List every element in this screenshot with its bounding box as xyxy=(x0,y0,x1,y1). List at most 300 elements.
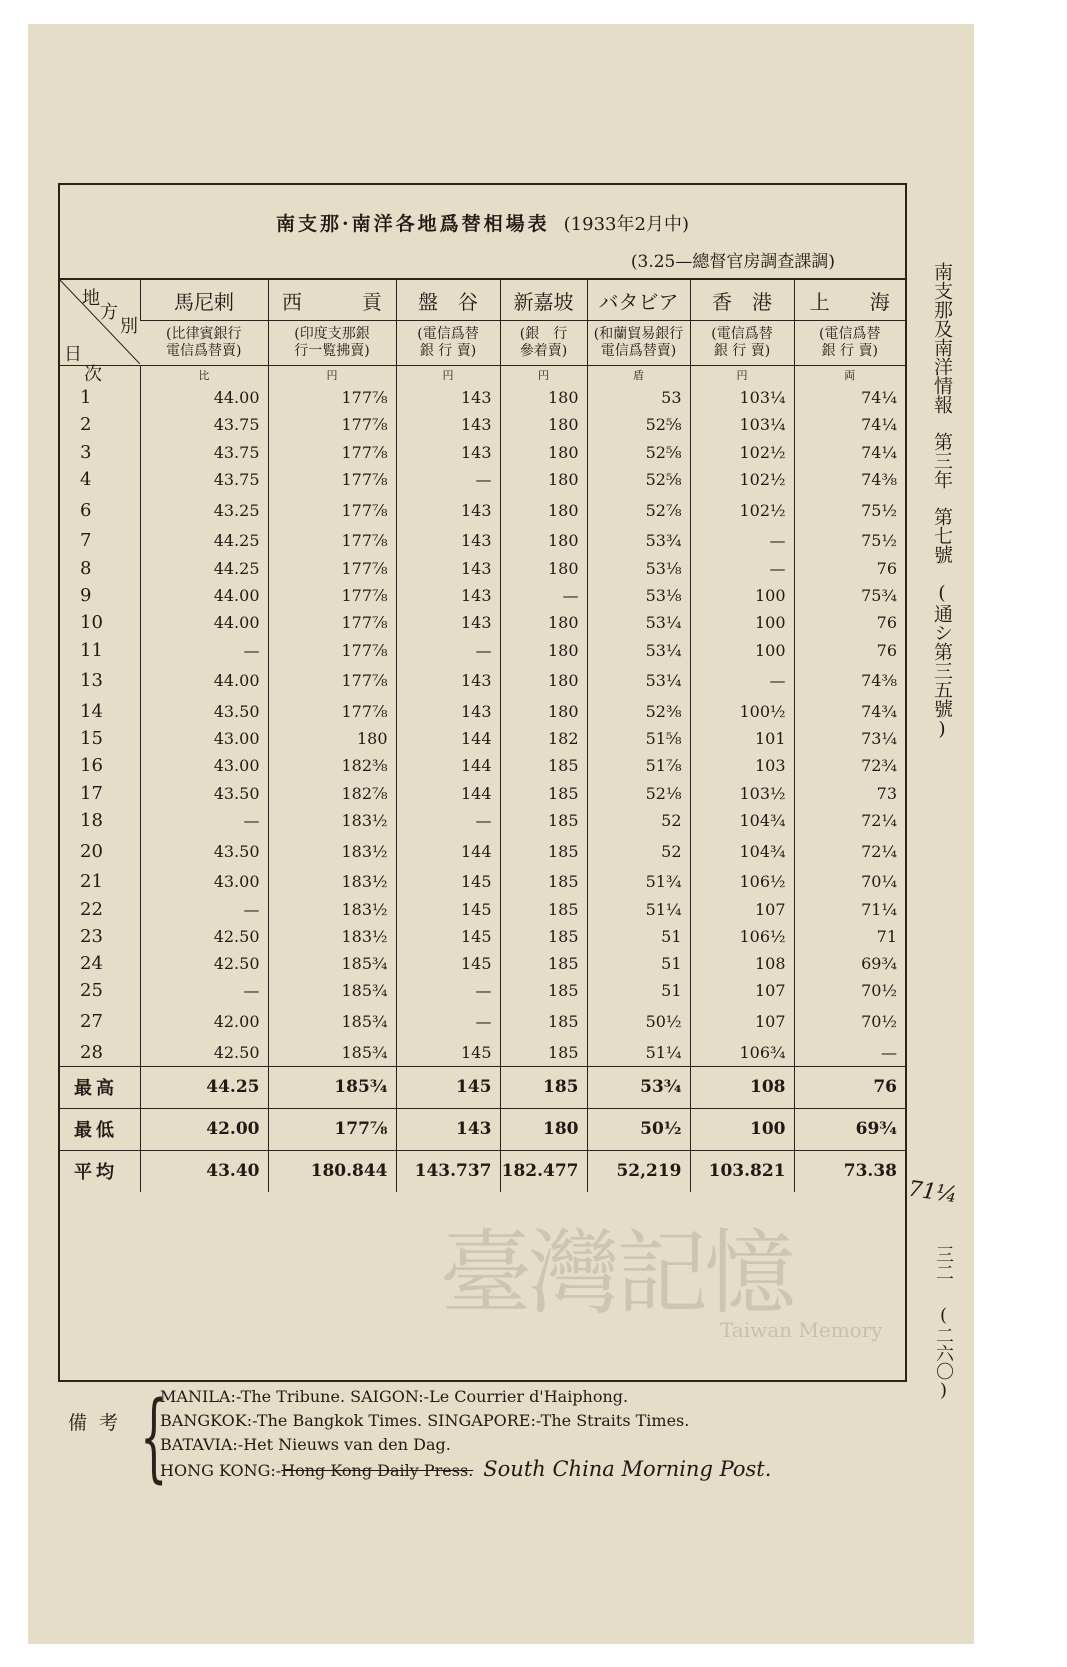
rate-cell: 72¾ xyxy=(794,752,905,779)
rate-cell: 52 xyxy=(587,807,690,834)
rate-cell: 76 xyxy=(794,636,905,663)
rate-cell: 180 xyxy=(500,636,587,663)
rate-cell: 43.00 xyxy=(140,752,268,779)
rate-cell: 72¼ xyxy=(794,807,905,834)
rate-cell: 100 xyxy=(690,582,794,609)
rate-cell: 74¼ xyxy=(794,439,905,466)
rate-cell: 182⅞ xyxy=(268,780,396,807)
volume: 第三年 xyxy=(931,432,953,489)
rate-cell: 103¼ xyxy=(690,384,794,411)
rate-cell: 51¾ xyxy=(587,868,690,895)
rate-cell: 185¾ xyxy=(268,950,396,977)
rate-cell: 143 xyxy=(396,439,500,466)
column-note-line: 參着賣) xyxy=(519,343,568,359)
column-note-line: (電信爲替 xyxy=(711,326,773,342)
rate-cell: 185 xyxy=(500,895,587,922)
summary-cell: 185 xyxy=(500,1066,587,1108)
unit-cell: 盾 xyxy=(587,366,690,385)
rate-cell: 43.50 xyxy=(140,834,268,868)
rate-cell: — xyxy=(396,807,500,834)
rate-cell: 53 xyxy=(587,384,690,411)
watermark-sub: Taiwan Memory xyxy=(720,1318,883,1342)
rate-cell: 143 xyxy=(396,664,500,698)
rate-cell: 180 xyxy=(500,664,587,698)
rate-cell: 182⅜ xyxy=(268,752,396,779)
rate-cell: 71¼ xyxy=(794,895,905,922)
table-row xyxy=(60,384,905,411)
struck-text: Hong Kong Daily Press. xyxy=(281,1461,474,1480)
rate-cell: 43.00 xyxy=(140,725,268,752)
rate-cell: 74¼ xyxy=(794,411,905,438)
column-header-place: 盤 谷 xyxy=(396,279,500,321)
rate-cell: 180 xyxy=(500,527,587,554)
day-cell: 25 xyxy=(80,980,103,1002)
column-note-line: (電信爲替 xyxy=(417,326,479,342)
page-number-inner: 三二 xyxy=(933,1245,954,1281)
summary-cell: 185¾ xyxy=(268,1066,396,1108)
rate-cell: 185 xyxy=(500,834,587,868)
column-note-line: (電信爲替 xyxy=(819,326,881,342)
rate-cell: 185 xyxy=(500,868,587,895)
rate-cell: 183½ xyxy=(268,834,396,868)
rate-cell: 177⅞ xyxy=(268,636,396,663)
rate-cell: 72¼ xyxy=(794,834,905,868)
summary-cell: 145 xyxy=(396,1066,500,1108)
table-title xyxy=(60,209,905,236)
rate-cell: 143 xyxy=(396,609,500,636)
rate-cell: 177⅞ xyxy=(268,439,396,466)
rate-cell: 144 xyxy=(396,780,500,807)
column-header-place: 馬尼剌 xyxy=(140,279,268,321)
rate-cell: 107 xyxy=(690,895,794,922)
day-cell: 7 xyxy=(80,530,92,552)
rate-cell: 145 xyxy=(396,868,500,895)
rate-cell: 177⅞ xyxy=(268,527,396,554)
summary-cell: 103.821 xyxy=(690,1150,794,1192)
series-title: 南支那及南洋情報 xyxy=(931,262,953,414)
unit-cell: 円 xyxy=(396,366,500,385)
column-header-place: 新嘉坡 xyxy=(500,279,587,321)
table-row xyxy=(60,1039,905,1067)
rate-cell: 143 xyxy=(396,582,500,609)
day-cell: 22 xyxy=(80,898,103,920)
rate-cell: 177⅞ xyxy=(268,582,396,609)
rate-cell: 75½ xyxy=(794,493,905,527)
summary-cell: 53¾ xyxy=(587,1066,690,1108)
rate-cell: 53¼ xyxy=(587,664,690,698)
rate-cell: — xyxy=(690,554,794,581)
summary-cell: 43.40 xyxy=(140,1150,268,1192)
column-header-note xyxy=(396,321,500,366)
rate-cell: 43.50 xyxy=(140,780,268,807)
rate-cell: 185 xyxy=(500,752,587,779)
column-note-line: 銀 行 賣) xyxy=(821,343,878,359)
table-row xyxy=(60,582,905,609)
rate-cell: 43.25 xyxy=(140,493,268,527)
column-header-note xyxy=(268,321,396,366)
rate-cell: 177⅞ xyxy=(268,698,396,725)
summary-cell: 177⅞ xyxy=(268,1108,396,1150)
table-row xyxy=(60,698,905,725)
table-row xyxy=(60,868,905,895)
rate-cell: 51 xyxy=(587,977,690,1004)
rate-cell: 177⅞ xyxy=(268,493,396,527)
rate-cell: 42.50 xyxy=(140,923,268,950)
column-note-line: (銀 行 xyxy=(519,326,568,342)
rate-cell: — xyxy=(140,807,268,834)
rate-cell: 180 xyxy=(500,439,587,466)
rate-cell: — xyxy=(690,664,794,698)
rate-cell: 51⅝ xyxy=(587,725,690,752)
rate-cell: 177⅞ xyxy=(268,554,396,581)
rate-cell: 177⅞ xyxy=(268,664,396,698)
day-cell: 18 xyxy=(80,810,103,831)
day-cell: 1 xyxy=(80,387,92,409)
rate-cell: 183½ xyxy=(268,807,396,834)
unit-cell: 円 xyxy=(268,366,396,385)
rate-cell: 100 xyxy=(690,609,794,636)
column-header-note xyxy=(794,321,905,366)
corner-header xyxy=(60,279,140,385)
rate-cell: 52⅛ xyxy=(587,780,690,807)
corner-char: 方 xyxy=(100,302,118,323)
watermark: 臺灣記憶 xyxy=(440,1220,793,1327)
rate-cell: 42.50 xyxy=(140,1039,268,1067)
rate-cell: — xyxy=(794,1039,905,1067)
table-row xyxy=(60,609,905,636)
table-row xyxy=(60,439,905,466)
column-header-place: 香 港 xyxy=(690,279,794,321)
rate-cell: 44.00 xyxy=(140,384,268,411)
summary-row xyxy=(60,1066,905,1108)
rate-cell: 44.00 xyxy=(140,664,268,698)
rate-cell: 74⅜ xyxy=(794,664,905,698)
rate-cell: 107 xyxy=(690,1005,794,1039)
rate-cell: 143 xyxy=(396,493,500,527)
rate-cell: 103¼ xyxy=(690,411,794,438)
table-row xyxy=(60,466,905,493)
rate-cell: 100½ xyxy=(690,698,794,725)
day-cell: 8 xyxy=(80,557,92,579)
rate-cell: 51¼ xyxy=(587,1039,690,1067)
unit-cell: 比 xyxy=(140,366,268,385)
rate-cell: 106½ xyxy=(690,923,794,950)
rate-cell: 102½ xyxy=(690,466,794,493)
table-row xyxy=(60,411,905,438)
rate-cell: 44.25 xyxy=(140,527,268,554)
column-header-place: バタビア xyxy=(587,279,690,321)
rate-cell: 183½ xyxy=(268,923,396,950)
rate-cell: — xyxy=(140,977,268,1004)
rate-cell: 70½ xyxy=(794,977,905,1004)
corner-char: 地 xyxy=(82,288,100,309)
corner-char: 次 xyxy=(84,364,102,385)
rate-cell: 71 xyxy=(794,923,905,950)
rate-cell: 73 xyxy=(794,780,905,807)
rate-cell: — xyxy=(396,1005,500,1039)
column-note-line: 銀 行 賣) xyxy=(713,343,771,359)
unit-cell: 円 xyxy=(690,366,794,385)
rate-cell: 43.75 xyxy=(140,466,268,493)
rate-cell: — xyxy=(396,636,500,663)
day-cell: 24 xyxy=(80,953,103,975)
rate-cell: 50½ xyxy=(587,1005,690,1039)
day-cell: 16 xyxy=(80,755,103,777)
rate-cell: 145 xyxy=(396,950,500,977)
handwritten-margin-note: 71¼ xyxy=(906,1176,959,1209)
rate-cell: 104¾ xyxy=(690,807,794,834)
rate-cell: 185¾ xyxy=(268,1005,396,1039)
summary-cell: 180 xyxy=(500,1108,587,1150)
column-header-place: 西 貢 xyxy=(268,279,396,321)
rate-cell: 145 xyxy=(396,923,500,950)
rate-cell: 42.50 xyxy=(140,950,268,977)
table-row xyxy=(60,493,905,527)
rate-cell: 185 xyxy=(500,807,587,834)
rate-cell: 185¾ xyxy=(268,1039,396,1067)
rate-cell: 185 xyxy=(500,1005,587,1039)
rate-cell: 177⅞ xyxy=(268,466,396,493)
summary-cell: 108 xyxy=(690,1066,794,1108)
summary-cell: 69¾ xyxy=(794,1108,905,1150)
summary-cell: 50½ xyxy=(587,1108,690,1150)
rate-cell: 180 xyxy=(500,609,587,636)
note-line: MANILA:-The Tribune. SAIGON:-Le Courrier d'Haiphong. xyxy=(160,1387,629,1406)
table-row xyxy=(60,636,905,663)
rate-cell: 43.00 xyxy=(140,868,268,895)
rate-cell: 144 xyxy=(396,752,500,779)
column-header-note xyxy=(690,321,794,366)
rate-cell: 53⅛ xyxy=(587,554,690,581)
rate-cell: — xyxy=(140,636,268,663)
table-row xyxy=(60,554,905,581)
rate-cell: 183½ xyxy=(268,895,396,922)
column-note-line: (比律賓銀行 xyxy=(166,326,242,342)
rate-cell: 51 xyxy=(587,923,690,950)
day-cell: 3 xyxy=(80,441,92,463)
rate-cell: 53¼ xyxy=(587,609,690,636)
table-row xyxy=(60,664,905,698)
column-header-note xyxy=(587,321,690,366)
rate-cell: 73¼ xyxy=(794,725,905,752)
unit-cell: 両 xyxy=(794,366,905,385)
summary-cell: 44.25 xyxy=(140,1066,268,1108)
day-cell: 21 xyxy=(80,871,103,893)
rate-cell: 180 xyxy=(500,554,587,581)
note-prefix: HONG KONG:- xyxy=(160,1461,282,1480)
page-number-outer: (二六〇) xyxy=(933,1305,954,1401)
rate-cell: — xyxy=(396,466,500,493)
summary-cell: 73.38 xyxy=(794,1150,905,1192)
notes-label: 備考 xyxy=(68,1412,131,1434)
rate-cell: 53⅛ xyxy=(587,582,690,609)
rate-cell: 185¾ xyxy=(268,977,396,1004)
rate-cell: 69¾ xyxy=(794,950,905,977)
day-cell: 14 xyxy=(80,700,103,722)
rate-cell: 74¾ xyxy=(794,698,905,725)
day-cell: 27 xyxy=(80,1011,103,1033)
unit-cell: 円 xyxy=(500,366,587,385)
table-row xyxy=(60,923,905,950)
summary-cell: 52,219 xyxy=(587,1150,690,1192)
rate-cell: 183½ xyxy=(268,868,396,895)
day-cell: 10 xyxy=(80,612,103,634)
day-cell: 20 xyxy=(80,840,103,862)
column-note-line: 銀 行 賣) xyxy=(419,343,477,359)
issue-number: 第七號 xyxy=(931,507,953,564)
rate-cell: 185 xyxy=(500,923,587,950)
rate-cell: 51⅞ xyxy=(587,752,690,779)
table-row xyxy=(60,950,905,977)
rate-cell: 74¼ xyxy=(794,384,905,411)
rate-cell: 51¼ xyxy=(587,895,690,922)
corner-char: 日 xyxy=(64,344,82,365)
note-line: BANGKOK:-The Bangkok Times. SINGAPORE:-The Straits Times. xyxy=(160,1411,690,1430)
summary-row xyxy=(60,1150,905,1192)
day-cell: 2 xyxy=(80,414,92,436)
rate-cell: 53¼ xyxy=(587,636,690,663)
corner-char: 別 xyxy=(120,316,138,337)
column-note-line: 電信爲替賣) xyxy=(600,343,677,359)
note-line: BATAVIA:-Het Nieuws van den Dag. xyxy=(160,1435,451,1454)
rate-cell: 107 xyxy=(690,977,794,1004)
table-row xyxy=(60,807,905,834)
exchange-rate-table xyxy=(60,278,905,1192)
rate-cell: 44.00 xyxy=(140,609,268,636)
rate-cell: 145 xyxy=(396,1039,500,1067)
rate-cell: 143 xyxy=(396,698,500,725)
summary-row xyxy=(60,1108,905,1150)
rate-cell: 52⅝ xyxy=(587,466,690,493)
rate-cell: 180 xyxy=(500,466,587,493)
column-note-line: (印度支那銀 xyxy=(294,326,370,342)
rate-cell: 75½ xyxy=(794,527,905,554)
table-row xyxy=(60,527,905,554)
rate-cell: 102½ xyxy=(690,493,794,527)
day-cell: 9 xyxy=(80,584,92,606)
summary-cell: 76 xyxy=(794,1066,905,1108)
day-cell: 28 xyxy=(80,1041,103,1063)
day-cell: 17 xyxy=(80,782,103,804)
rate-cell: 101 xyxy=(690,725,794,752)
day-cell: 6 xyxy=(80,499,92,521)
summary-cell: 143 xyxy=(396,1108,500,1150)
rate-cell: 100 xyxy=(690,636,794,663)
summary-cell: 100 xyxy=(690,1108,794,1150)
handwritten-correction: South China Morning Post. xyxy=(483,1457,772,1481)
day-cell: 15 xyxy=(80,728,103,750)
table-row xyxy=(60,834,905,868)
day-cell: 4 xyxy=(80,469,92,491)
rate-cell: 44.00 xyxy=(140,582,268,609)
rate-cell: 52⅝ xyxy=(587,411,690,438)
rate-cell: 185 xyxy=(500,977,587,1004)
rate-cell: 103½ xyxy=(690,780,794,807)
rate-cell: — xyxy=(500,582,587,609)
summary-label: 最低 xyxy=(60,1108,140,1150)
brace-icon: { xyxy=(140,1381,168,1493)
summary-cell: 42.00 xyxy=(140,1108,268,1150)
rate-cell: 76 xyxy=(794,609,905,636)
rate-cell: 108 xyxy=(690,950,794,977)
table-row xyxy=(60,977,905,1004)
rate-cell: 104¾ xyxy=(690,834,794,868)
rate-cell: — xyxy=(396,977,500,1004)
rate-cell: 51 xyxy=(587,950,690,977)
rate-cell: 70½ xyxy=(794,1005,905,1039)
table-row xyxy=(60,780,905,807)
rate-cell: 70¼ xyxy=(794,868,905,895)
rate-cell: 185 xyxy=(500,780,587,807)
rate-cell: 180 xyxy=(500,698,587,725)
rate-cell: — xyxy=(140,895,268,922)
rate-cell: 143 xyxy=(396,554,500,581)
day-cell: 11 xyxy=(80,639,103,661)
rate-cell: 185 xyxy=(500,1039,587,1067)
rate-cell: 185 xyxy=(500,950,587,977)
table-row xyxy=(60,752,905,779)
rate-cell: 74⅜ xyxy=(794,466,905,493)
rate-cell: 43.50 xyxy=(140,698,268,725)
table-row xyxy=(60,1005,905,1039)
rate-cell: 75¾ xyxy=(794,582,905,609)
rate-cell: 177⅞ xyxy=(268,609,396,636)
title-date: (1933年2月中) xyxy=(563,214,689,235)
rate-cell: 143 xyxy=(396,527,500,554)
rate-cell: 52 xyxy=(587,834,690,868)
day-cell: 13 xyxy=(80,670,103,692)
column-header-note xyxy=(140,321,268,366)
rate-cell: 43.75 xyxy=(140,411,268,438)
rate-cell: 53¾ xyxy=(587,527,690,554)
rate-cell: 76 xyxy=(794,554,905,581)
rate-cell: 52⅜ xyxy=(587,698,690,725)
rate-cell: 103 xyxy=(690,752,794,779)
table-row xyxy=(60,725,905,752)
column-note-line: 電信爲替賣) xyxy=(166,343,242,359)
rate-cell: 43.75 xyxy=(140,439,268,466)
column-header-note xyxy=(500,321,587,366)
cumulative-number: (通シ第三五號) xyxy=(931,582,953,740)
rate-cell: 52⅞ xyxy=(587,493,690,527)
column-note-line: (和蘭貿易銀行 xyxy=(593,326,684,342)
note-line xyxy=(160,1457,771,1483)
table-source: (3.25—總督官房調查課調) xyxy=(630,252,835,272)
rate-cell: 177⅞ xyxy=(268,384,396,411)
rate-cell: 143 xyxy=(396,384,500,411)
rate-cell: 182 xyxy=(500,725,587,752)
rate-cell: 42.00 xyxy=(140,1005,268,1039)
title-text: 南支那·南洋各地爲替相場表 xyxy=(276,213,550,235)
rate-cell: 44.25 xyxy=(140,554,268,581)
rate-cell: 102½ xyxy=(690,439,794,466)
running-header xyxy=(928,262,956,758)
rate-cell: 143 xyxy=(396,411,500,438)
table-row xyxy=(60,895,905,922)
summary-label: 最高 xyxy=(60,1066,140,1108)
rate-cell: 144 xyxy=(396,725,500,752)
rate-cell: 177⅞ xyxy=(268,411,396,438)
rate-cell: 106½ xyxy=(690,868,794,895)
summary-cell: 180.844 xyxy=(268,1150,396,1192)
rate-cell: 180 xyxy=(500,384,587,411)
rate-cell: 52⅝ xyxy=(587,439,690,466)
column-header-place: 上 海 xyxy=(794,279,905,321)
rate-cell: 145 xyxy=(396,895,500,922)
rate-cell: 180 xyxy=(500,493,587,527)
rate-cell: 180 xyxy=(500,411,587,438)
summary-label: 平均 xyxy=(60,1150,140,1192)
